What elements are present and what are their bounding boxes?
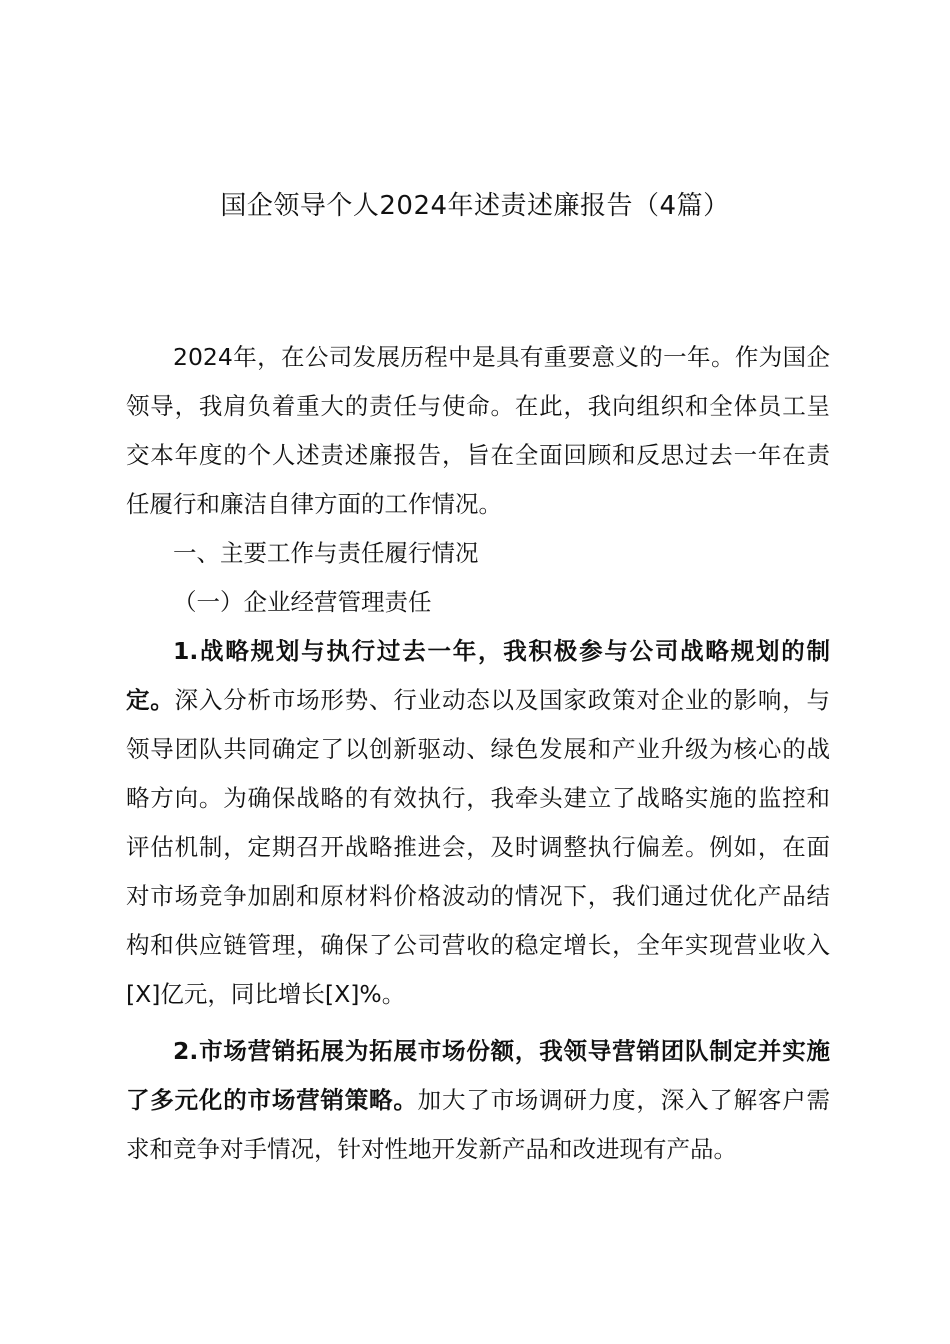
intro-paragraph: 2024年，在公司发展历程中是具有重要意义的一年。作为国企领导，我肩负着重大的责任与使命。在此，我向组织和全体员工呈交本年度的个人述责述廉报告，旨在全面回顾和反思过去一年在责任履行和廉洁自律方面的工作情况。 — [126, 343, 830, 518]
item-2-lead: 2.市场营销拓展为拓展市场份额，我领导营销团队制定并实施了多元化的市场营销策略。 — [126, 1037, 830, 1114]
item-1-text: 深入分析市场形势、行业动态以及国家政策对企业的影响，与领导团队共同确定了以创新驱动、绿色发展和产业升级为核心的战略方向。为确保战略的有效执行，我牵头建立了战略实施的监控和评估机制，定期召开战略推进会，及时调整执行偏差。例如，在面对市场竞争加剧和原材料价格波动的情况下，我们通过优化产品结构和供应链管理，确保了公司营收的稳定增长，全年实现营业收入[X]亿元，同比增长[X]%。 — [126, 686, 831, 1008]
item-paragraph-1 — [126, 627, 830, 1019]
item-2-text: 加大了市场调研力度，深入了解客户需求和竞争对手情况，针对性地开发新产品和改进现有产品。 — [126, 1086, 831, 1163]
item-1-lead: 1.战略规划与执行过去一年，我积极参与公司战略规划的制定。 — [126, 637, 830, 714]
section-heading: 一、主要工作与责任履行情况 — [173, 539, 479, 567]
document-body — [126, 333, 830, 1174]
item-paragraph-2 — [126, 1027, 830, 1174]
document-title: 国企领导个人2024年述责述廉报告（4篇） — [220, 191, 730, 221]
subsection-heading: （一）企业经营管理责任 — [173, 588, 432, 616]
